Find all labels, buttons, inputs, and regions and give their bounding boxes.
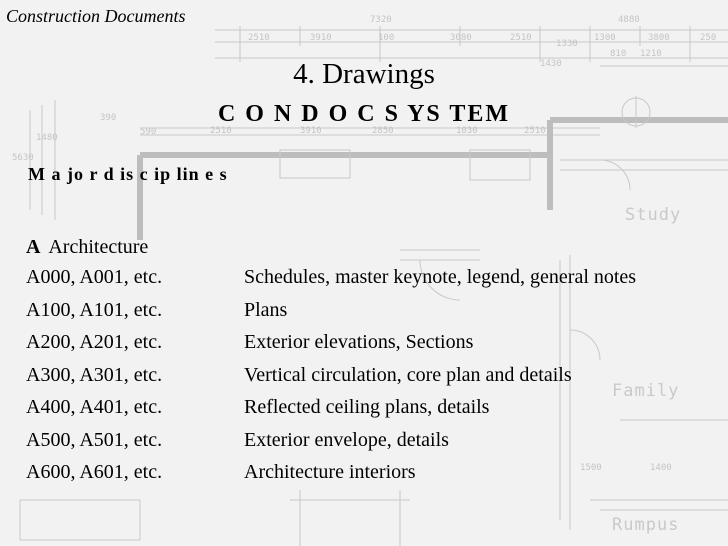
list-item xyxy=(26,299,636,332)
sheet-numbers: A400, A401, etc. xyxy=(26,396,163,418)
sheet-description: Plans xyxy=(244,298,288,321)
dim-label: 100 xyxy=(378,33,395,43)
slide-title xyxy=(0,58,728,91)
dim-label: 810 xyxy=(610,49,627,59)
sheet-numbers: A300, A301, etc. xyxy=(26,363,163,386)
room-label: Study xyxy=(625,205,682,225)
dim-label: 590 xyxy=(140,127,157,137)
drawing-list xyxy=(26,266,636,494)
category-heading xyxy=(26,236,148,259)
category-name: Architecture xyxy=(48,236,149,258)
slide-title-text: 4. Drawings xyxy=(293,58,435,90)
dim-label: 250 xyxy=(700,33,717,43)
dim-label: 1430 xyxy=(540,59,562,69)
dim-label: 1300 xyxy=(594,33,616,43)
category-code: A xyxy=(26,236,41,258)
dim-label: 2510 xyxy=(524,126,546,136)
dim-label: 1030 xyxy=(456,126,478,136)
dim-label: 5630 xyxy=(12,153,34,163)
section-heading: M a jo r d is c ip lin e s xyxy=(28,164,228,184)
list-item xyxy=(26,429,636,462)
sheet-numbers: A100, A101, etc. xyxy=(26,298,163,321)
list-item xyxy=(26,331,636,364)
room-label: Family xyxy=(612,381,680,401)
room-label: Rumpus xyxy=(612,515,680,535)
dim-label: 3910 xyxy=(310,33,332,43)
dim-label: 1400 xyxy=(650,463,672,473)
sheet-description: Architecture interiors xyxy=(244,461,416,483)
list-item xyxy=(26,396,636,429)
sheet-description: Exterior envelope, details xyxy=(244,428,449,451)
dim-label: 2850 xyxy=(372,126,394,136)
sheet-numbers: A200, A201, etc. xyxy=(26,331,163,353)
dim-label: 3910 xyxy=(300,126,322,136)
header-label: Construction Documents xyxy=(6,6,186,26)
list-item xyxy=(26,461,636,494)
sheet-description: Vertical circulation, core plan and details xyxy=(244,363,572,386)
sheet-description: Exterior elevations, Sections xyxy=(244,331,474,353)
sheet-description: Reflected ceiling plans, details xyxy=(244,396,490,418)
sheet-description: Schedules, master keynote, legend, general notes xyxy=(244,266,637,288)
dim-label: 1480 xyxy=(36,133,58,143)
sheet-numbers: A600, A601, etc. xyxy=(26,461,163,483)
sheet-numbers: A000, A001, etc. xyxy=(26,266,163,288)
sheet-numbers: A500, A501, etc. xyxy=(26,428,163,451)
dim-label: 1500 xyxy=(580,463,602,473)
dim-label: 2510 xyxy=(510,33,532,43)
dim-label: 1330 xyxy=(556,39,578,49)
list-item xyxy=(26,364,636,397)
dim-label: 390 xyxy=(100,113,117,123)
dim-label: 1210 xyxy=(640,49,662,59)
slide-subtitle: C O N D O C S YS TEM xyxy=(217,101,511,127)
dim-label: 2510 xyxy=(248,33,270,43)
dim-label: 2510 xyxy=(210,126,232,136)
dim-label: 3080 xyxy=(450,33,472,43)
dim-label: 7320 xyxy=(370,15,392,25)
dim-label: 3800 xyxy=(648,33,670,43)
dim-label: 4880 xyxy=(618,15,640,25)
list-item xyxy=(26,266,636,299)
